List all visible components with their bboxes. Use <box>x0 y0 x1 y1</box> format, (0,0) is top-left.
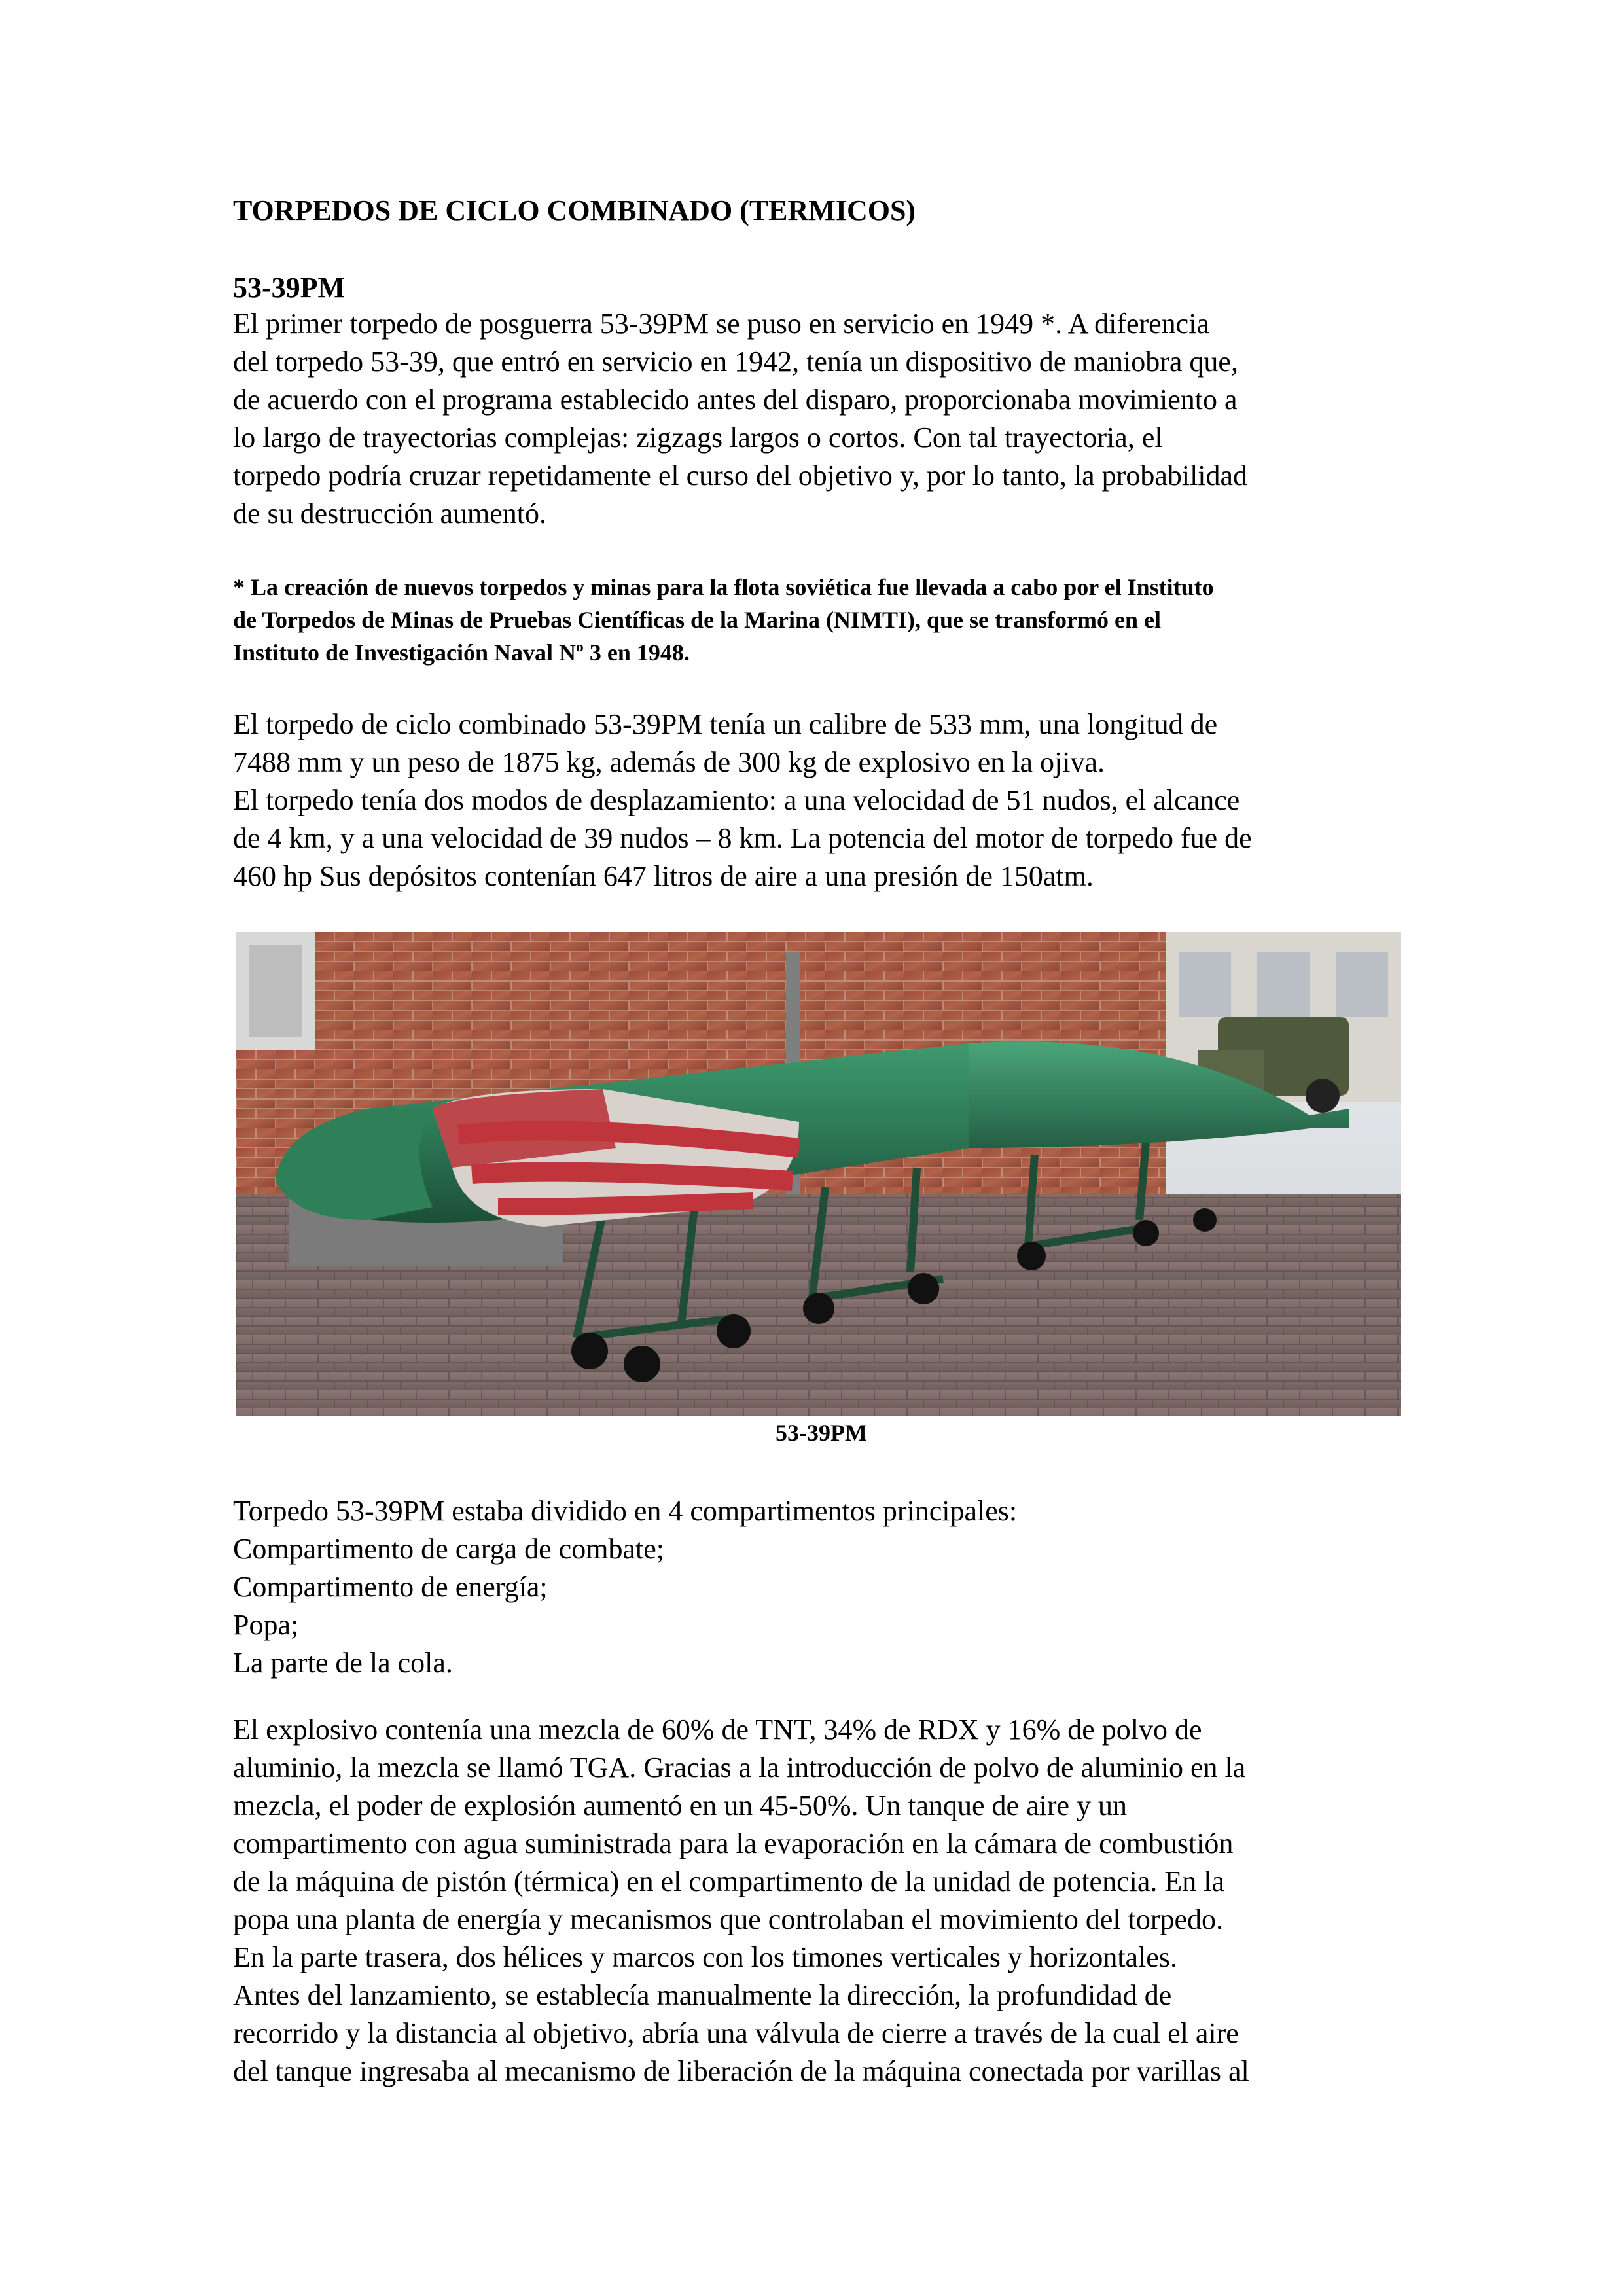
footnote-line: de Torpedos de Minas de Pruebas Científicas de la Marina (NIMTI), que se transformó en el <box>233 607 1161 633</box>
text-line: de acuerdo con el programa establecido antes del disparo, proporcionaba movimiento a <box>233 384 1238 416</box>
text-line: Antes del lanzamiento, se establecía manualmente la dirección, la profundidad de <box>233 1979 1172 2011</box>
paragraph-compartments <box>233 1492 1401 1682</box>
text-line: lo largo de trayectorias complejas: zigzags largos o cortos. Con tal trayectoria, el <box>233 422 1163 454</box>
text-line: 460 hp Sus depósitos contenían 647 litros de aire a una presión de 150atm. <box>233 860 1094 892</box>
document-title: TORPEDOS DE CICLO COMBINADO (TERMICOS) <box>233 194 916 226</box>
text-line: de 4 km, y a una velocidad de 39 nudos – 8 km. La potencia del motor de torpedo fue de <box>233 822 1252 854</box>
text-line: aluminio, la mezcla se llamó TGA. Gracias a la introducción de polvo de aluminio en la <box>233 1751 1246 1784</box>
footnote-line: Instituto de Investigación Naval Nº 3 en 1948. <box>233 639 690 666</box>
text-line: Compartimento de carga de combate; <box>233 1533 664 1565</box>
text-line: de su destrucción aumentó. <box>233 497 546 529</box>
text-line: recorrido y la distancia al objetivo, abría una válvula de cierre a través de la cual el aire <box>233 2017 1239 2049</box>
paragraph-specs <box>233 706 1401 895</box>
photo-caption-text: 53-39PM <box>776 1420 867 1446</box>
photo-caption <box>0 1419 1623 1446</box>
text-line: torpedo podría cruzar repetidamente el curso del objetivo y, por lo tanto, la probabilidad <box>233 459 1248 492</box>
footnote <box>233 571 1401 669</box>
text-line: compartimento con agua suministrada para la evaporación en la cámara de combustión <box>233 1827 1234 1859</box>
text-line: de la máquina de pistón (térmica) en el compartimento de la unidad de potencia. En la <box>233 1865 1224 1897</box>
section-heading: 53-39PM <box>233 272 346 304</box>
text-line: del torpedo 53-39, que entró en servicio en 1942, tenía un dispositivo de maniobra que, <box>233 346 1238 378</box>
text-line: mezcla, el poder de explosión aumentó en un 45-50%. Un tanque de aire y un <box>233 1789 1127 1821</box>
text-line: popa una planta de energía y mecanismos que controlaban el movimiento del torpedo. <box>233 1903 1224 1935</box>
footnote-line: * La creación de nuevos torpedos y minas para la flota soviética fue llevada a cabo por el Instituto <box>233 574 1214 600</box>
paragraph-intro <box>233 305 1401 533</box>
text-line: El explosivo contenía una mezcla de 60% de TNT, 34% de RDX y 16% de polvo de <box>233 1713 1202 1746</box>
paragraph-explosive <box>233 1711 1401 2090</box>
torpedo-photo <box>236 932 1401 1416</box>
text-line: Compartimento de energía; <box>233 1571 548 1603</box>
text-line: 7488 mm y un peso de 1875 kg, además de 300 kg de explosivo en la ojiva. <box>233 746 1105 778</box>
text-line: El torpedo de ciclo combinado 53-39PM tenía un calibre de 533 mm, una longitud de <box>233 708 1218 740</box>
text-line: En la parte trasera, dos hélices y marcos con los timones verticales y horizontales. <box>233 1941 1177 1973</box>
text-line: El primer torpedo de posguerra 53-39PM se puso en servicio en 1949 *. A diferencia <box>233 308 1209 340</box>
text-line: La parte de la cola. <box>233 1647 453 1679</box>
text-line: Popa; <box>233 1609 299 1641</box>
text-line: El torpedo tenía dos modos de desplazamiento: a una velocidad de 51 nudos, el alcance <box>233 784 1240 816</box>
text-line: del tanque ingresaba al mecanismo de liberación de la máquina conectada por varillas al <box>233 2055 1249 2087</box>
text-line: Torpedo 53-39PM estaba dividido en 4 compartimentos principales: <box>233 1495 1018 1527</box>
